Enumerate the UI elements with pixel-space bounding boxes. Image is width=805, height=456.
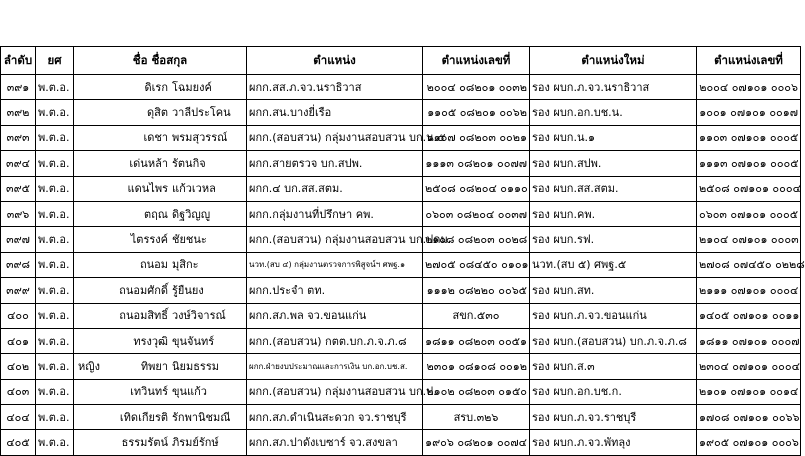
row-rank: พ.ต.อ. — [36, 405, 74, 430]
row-new-position: รอง ผบก.สปพ. — [530, 151, 697, 176]
row-new-position-no: ๒๕๐๘ ๐๗๑๐๑ ๐๐๐๔ — [697, 176, 801, 201]
header-rank: ยศ — [36, 47, 74, 75]
table-body — [1, 75, 805, 456]
row-position: ผกก.สน.บางยี่เรือ — [247, 100, 423, 125]
row-last-name: รักพานิชมณี — [172, 410, 231, 424]
row-name — [74, 303, 247, 328]
row-last-name: ขุนแก้ว — [172, 385, 207, 399]
row-position-no: ๑๑๑๒ ๐๘๒๒๐ ๐๐๖๕ — [423, 278, 530, 303]
row-position: นวท.(สบ ๔) กลุ่มงานตรวจการพิสูจน์ฯ ศพฐ.๑ — [247, 252, 423, 277]
row-new-position: รอง ผบก.ส.๓ — [530, 354, 697, 379]
row-name — [74, 278, 247, 303]
row-first-name: ดิเรก — [144, 80, 168, 94]
table-row — [1, 354, 801, 379]
row-position: ผกก.(สอบสวน) กลุ่มงานสอบสวน บก.ปคม. — [247, 227, 423, 252]
table-row — [1, 201, 801, 226]
row-new-position: รอง ผบก.ภ.จว.ขอนแก่น — [530, 303, 697, 328]
table-row — [1, 328, 801, 353]
row-no: ๓๙๗ — [1, 227, 36, 252]
row-no: ๔๐๕ — [1, 430, 36, 455]
row-no: ๔๐๑ — [1, 328, 36, 353]
row-new-position-no: ๒๑๐๔ ๐๗๑๐๑ ๐๐๐๓ — [697, 227, 801, 252]
row-no: ๔๐๓ — [1, 379, 36, 404]
row-name — [74, 354, 247, 379]
row-new-position-no: ๑๗๐๘ ๐๗๑๐๑ ๐๐๖๖ — [697, 405, 801, 430]
row-position-no: ๑๑๑๓ ๐๘๒๐๑ ๐๐๗๗ — [423, 151, 530, 176]
header-new-position-no: ตำแหน่งเลขที่ — [697, 47, 801, 75]
row-honorific: หญิง — [78, 359, 100, 373]
row-no: ๓๙๓ — [1, 125, 36, 150]
row-rank: พ.ต.อ. — [36, 151, 74, 176]
row-first-name: ดุสิต — [146, 106, 168, 120]
row-new-position-no: ๑๘๑๑ ๐๗๑๐๑ ๐๐๐๗ — [697, 328, 801, 353]
table-row — [1, 100, 801, 125]
row-no: ๓๙๕ — [1, 176, 36, 201]
row-no: ๓๙๑ — [1, 75, 36, 100]
row-last-name: พรมสุวรรณ์ — [172, 131, 228, 145]
row-last-name: ชัยชนะ — [172, 233, 207, 247]
row-no: ๓๙๖ — [1, 201, 36, 226]
row-last-name: วาลีประโคน — [172, 106, 231, 120]
table-row — [1, 405, 801, 430]
row-position: ผกก.สภ.ปาดังเบซาร์ จว.สงขลา — [247, 430, 423, 455]
row-no: ๓๙๘ — [1, 252, 36, 277]
row-rank: พ.ต.อ. — [36, 328, 74, 353]
row-name — [74, 125, 247, 150]
table-row — [1, 176, 801, 201]
row-first-name: เทิดเกียรติ — [119, 410, 168, 424]
row-position: ผกก.สภ.ดำเนินสะดวก จว.ราชบุรี — [247, 405, 423, 430]
row-new-position: นวท.(สบ ๕) ศพฐ.๕ — [530, 252, 697, 277]
row-name — [74, 430, 247, 455]
row-name — [74, 75, 247, 100]
row-position-no: ๒๐๐๔ ๐๘๒๐๑ ๐๐๓๒ — [423, 75, 530, 100]
row-new-position-no: ๒๗๐๘ ๐๗๔๕๐ ๐๒๒๘ — [697, 252, 801, 277]
table-header-row — [1, 47, 801, 75]
row-first-name: ตฤณ — [143, 207, 168, 221]
row-rank: พ.ต.อ. — [36, 303, 74, 328]
row-name — [74, 328, 247, 353]
row-position-no: ๑๙๐๖ ๐๘๒๐๑ ๐๐๗๔ — [423, 430, 530, 455]
row-position: ผกก.(สอบสวน) กลุ่มงานสอบสวน บก.ป. — [247, 379, 423, 404]
row-no: ๔๐๒ — [1, 354, 36, 379]
row-position: ผกก.สภ.พล จว.ขอนแก่น — [247, 303, 423, 328]
row-new-position-no: ๑๑๑๓ ๐๗๑๐๑ ๐๐๐๕ — [697, 151, 801, 176]
table-row — [1, 125, 801, 150]
header-name: ชื่อ ชื่อสกุล — [74, 47, 247, 75]
table-row — [1, 379, 801, 404]
row-rank: พ.ต.อ. — [36, 75, 74, 100]
row-position: ผกก.(สอบสวน) กตต.บก.ภ.จ.ภ.๘ — [247, 328, 423, 353]
row-name — [74, 176, 247, 201]
row-last-name: ขุนจันทร์ — [172, 334, 215, 348]
row-first-name: ถนอมสิทธิ์ — [119, 309, 168, 323]
table-row — [1, 252, 801, 277]
row-first-name: ถนอมศักดิ์ — [119, 283, 168, 297]
row-last-name: ดิฐวิญญู — [172, 207, 211, 221]
row-new-position: รอง ผบก.น.๑ — [530, 125, 697, 150]
row-new-position: รอง ผบก.ภ.จว.พัทลุง — [530, 430, 697, 455]
row-last-name: นิยมธรรม — [172, 359, 219, 373]
row-rank: พ.ต.อ. — [36, 176, 74, 201]
row-rank: พ.ต.อ. — [36, 430, 74, 455]
header-position: ตำแหน่ง — [247, 47, 423, 75]
row-new-position-no: ๑๐๐๑ ๐๗๑๐๑ ๐๐๑๗ — [697, 100, 801, 125]
row-position-no: ๐๖๐๓ ๐๘๒๐๔ ๐๐๓๗ — [423, 201, 530, 226]
row-no: ๔๐๐ — [1, 303, 36, 328]
row-name — [74, 151, 247, 176]
row-position: ผกก.กลุ่มงานที่ปรึกษา คพ. — [247, 201, 423, 226]
row-position: ผกก.๔ บก.สส.สตม. — [247, 176, 423, 201]
row-first-name: ทิพยา — [140, 359, 168, 373]
row-position: ผกก.ฝ่ายงบประมาณและการเงิน บก.อก.บช.ส. — [247, 354, 423, 379]
row-new-position-no: ๑๔๐๕ ๐๗๑๐๑ ๐๐๑๑ — [697, 303, 801, 328]
table-row — [1, 278, 801, 303]
row-rank: พ.ต.อ. — [36, 379, 74, 404]
row-position: ผกก.(สอบสวน) กลุ่มงานสอบสวน บก.น.๕ — [247, 125, 423, 150]
row-name — [74, 100, 247, 125]
row-new-position: รอง ผบก.อก.บช.ก. — [530, 379, 697, 404]
row-last-name: วงษ์วิจารณ์ — [172, 309, 226, 323]
row-new-position: รอง ผบก.อก.บช.น. — [530, 100, 697, 125]
row-position-no: ๑๑๐๗ ๐๘๒๐๓ ๐๐๒๑ — [423, 125, 530, 150]
row-position: ผกก.สายตรวจ บก.สปพ. — [247, 151, 423, 176]
row-last-name: มุสิกะ — [172, 258, 199, 272]
row-first-name: แดนไพร — [127, 182, 168, 196]
row-position-no: ๒๗๐๕ ๐๘๔๕๐ ๐๑๐๑ — [423, 252, 530, 277]
row-rank: พ.ต.อ. — [36, 125, 74, 150]
row-last-name: รัตนกิจ — [172, 156, 206, 170]
table-row — [1, 227, 801, 252]
row-position: ผกก.สส.ภ.จว.นราธิวาส — [247, 75, 423, 100]
row-new-position: รอง ผบก.(สอบสวน) บก.ภ.จ.ภ.๘ — [530, 328, 697, 353]
row-first-name: ไตรรงค์ — [130, 233, 168, 247]
row-first-name: เทวินทร์ — [130, 385, 168, 399]
row-name — [74, 379, 247, 404]
row-position-no: สรบ.๓๒๖ — [423, 405, 530, 430]
row-last-name: รู้ยืนยง — [172, 283, 204, 297]
row-new-position: รอง ผบก.คพ. — [530, 201, 697, 226]
header-position-no: ตำแหน่งเลขที่ — [423, 47, 530, 75]
row-new-position-no: ๒๑๑๑ ๐๗๑๐๑ ๐๐๐๔ — [697, 278, 801, 303]
row-first-name: ทรงวุฒิ — [133, 334, 168, 348]
row-rank: พ.ต.อ. — [36, 278, 74, 303]
row-position: ผกก.ประจำ ตท. — [247, 278, 423, 303]
row-new-position-no: ๑๑๐๓ ๐๗๑๐๑ ๐๐๐๕ — [697, 125, 801, 150]
row-new-position-no: ๒๐๐๔ ๐๗๑๐๑ ๐๐๐๖ — [697, 75, 801, 100]
row-rank: พ.ต.อ. — [36, 354, 74, 379]
row-new-position-no: ๐๖๐๓ ๐๗๑๐๑ ๐๐๐๕ — [697, 201, 801, 226]
row-no: ๔๐๔ — [1, 405, 36, 430]
row-last-name: ภิรมย์รักษ์ — [172, 436, 219, 450]
row-no: ๓๙๒ — [1, 100, 36, 125]
row-last-name: โฉมยงค์ — [172, 80, 212, 94]
row-position-no: สขก.๕๓๐ — [423, 303, 530, 328]
row-name — [74, 227, 247, 252]
row-position-no: ๒๕๐๘ ๐๘๒๐๔ ๐๑๑๐ — [423, 176, 530, 201]
header-new-position: ตำแหน่งใหม่ — [530, 47, 697, 75]
row-first-name: ถนอม — [139, 258, 168, 272]
table-row — [1, 75, 801, 100]
row-new-position: รอง ผบก.ภ.จว.ราชบุรี — [530, 405, 697, 430]
row-name — [74, 252, 247, 277]
row-name — [74, 201, 247, 226]
row-rank: พ.ต.อ. — [36, 252, 74, 277]
table-row — [1, 303, 801, 328]
row-new-position-no: ๒๓๐๔ ๐๗๑๐๑ ๐๐๐๔ — [697, 354, 801, 379]
row-position-no: ๑๘๑๑ ๐๘๒๐๓ ๐๐๕๑ — [423, 328, 530, 353]
row-no: ๓๙๙ — [1, 278, 36, 303]
row-new-position: รอง ผบก.รฟ. — [530, 227, 697, 252]
table-row — [1, 430, 801, 455]
appointment-table — [0, 46, 805, 456]
row-new-position: รอง ผบก.ภ.จว.นราธิวาส — [530, 75, 697, 100]
row-new-position-no: ๒๑๐๑ ๐๗๑๐๑ ๐๐๑๔ — [697, 379, 801, 404]
row-first-name: เด่นหล้า — [129, 156, 168, 170]
row-last-name: แก้วเวหล — [172, 182, 216, 196]
row-rank: พ.ต.อ. — [36, 100, 74, 125]
row-position-no: ๑๑๐๕ ๐๘๒๐๑ ๐๐๖๒ — [423, 100, 530, 125]
personnel-roster — [0, 46, 805, 456]
row-first-name: เดชา — [143, 131, 168, 145]
header-no: ลำดับ — [1, 47, 36, 75]
row-position-no: ๒๑๐๘ ๐๘๒๐๓ ๐๐๒๘ — [423, 227, 530, 252]
row-rank: พ.ต.อ. — [36, 201, 74, 226]
row-no: ๓๙๔ — [1, 151, 36, 176]
row-new-position-no: ๑๙๐๕ ๐๗๑๐๑ ๐๐๐๖ — [697, 430, 801, 455]
row-position-no: ๒๓๐๑ ๐๘๑๐๘ ๐๐๑๒ — [423, 354, 530, 379]
row-new-position: รอง ผบก.สท. — [530, 278, 697, 303]
row-first-name: ธรรมรัตน์ — [121, 436, 168, 450]
row-name — [74, 405, 247, 430]
row-position-no: ๒๑๐๒ ๐๘๒๐๓ ๐๑๕๐ — [423, 379, 530, 404]
table-row — [1, 151, 801, 176]
row-rank: พ.ต.อ. — [36, 227, 74, 252]
row-new-position: รอง ผบก.สส.สตม. — [530, 176, 697, 201]
